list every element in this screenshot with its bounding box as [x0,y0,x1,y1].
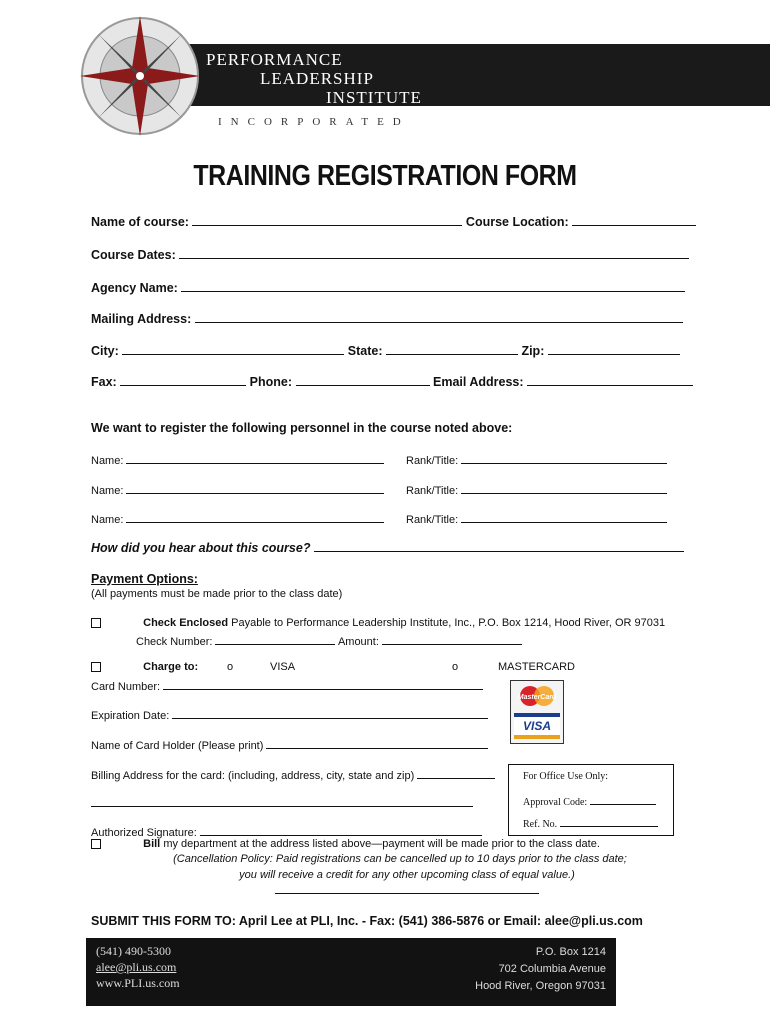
visa-logo: VISA [514,713,560,739]
charge-option-row [91,661,198,673]
charge-to-checkbox[interactable] [91,662,101,672]
email-label: Email Address: [433,375,524,389]
course-location-label: Course Location: [465,215,569,229]
personnel-heading: We want to register the following personnel in the course noted above: [91,421,513,435]
bill-label: Bill [143,838,161,850]
bill-text: my department at the address listed above—payment will be made prior to the class date. [163,838,600,850]
course-dates-label: Course Dates: [91,248,176,262]
ref-no-row [523,817,658,830]
state-field[interactable] [386,342,518,355]
agency-name-field[interactable] [181,279,685,292]
signature-row [91,823,482,839]
personnel-rank-label: Rank/Title: [406,455,459,467]
form-title: TRAINING REGISTRATION FORM [193,160,577,192]
amount-label: Amount: [337,636,379,648]
personnel-rank-label: Rank/Title: [406,514,459,526]
visa-option-label: VISA [270,661,296,673]
personnel-rank-row [406,510,667,526]
submit-instructions: SUBMIT THIS FORM TO: April Lee at PLI, Inc. - Fax: (541) 386-5876 or Email: alee@pli.us.com [91,914,643,928]
card-number-label: Card Number: [91,681,161,693]
state-label: State: [347,344,383,358]
footer-street: 702 Columbia Avenue [498,963,606,975]
personnel-rank-field[interactable] [461,481,667,494]
card-number-row [91,677,483,693]
course-name-row [91,213,696,229]
footer-phone: (541) 490-5300 [96,944,171,958]
bill-option-row [91,838,600,850]
mailing-address-row [91,310,683,326]
fax-phone-email-row [91,373,693,389]
card-number-field[interactable] [163,677,483,690]
footer-po-box: P.O. Box 1214 [535,946,606,958]
mastercard-logo-icon [514,685,560,707]
phone-field[interactable] [296,373,430,386]
divider-line [275,893,539,894]
personnel-rank-row [406,451,667,467]
compass-logo-icon [76,12,204,140]
fax-label: Fax: [91,375,117,389]
footer-email-link[interactable]: alee@pli.us.com [96,960,177,974]
check-number-label: Check Number: [136,636,213,648]
mastercard-radio[interactable]: o [452,661,459,673]
amount-field[interactable] [382,632,522,645]
personnel-rank-field[interactable] [461,510,667,523]
cancellation-line-2: you will receive a credit for any other upcoming class of equal value.) [239,869,575,881]
personnel-name-label: Name: [91,514,124,526]
personnel-row [91,481,384,497]
course-dates-field[interactable] [179,246,689,259]
course-dates-row [91,246,689,262]
fax-field[interactable] [120,373,246,386]
bill-department-checkbox[interactable] [91,839,101,849]
check-number-field[interactable] [215,632,335,645]
visa-radio[interactable]: o [227,661,234,673]
mailing-address-field[interactable] [195,310,683,323]
signature-label: Authorized Signature: [91,827,197,839]
signature-field[interactable] [200,823,482,836]
brand-line-2: LEADERSHIP [260,69,374,88]
course-location-field[interactable] [572,213,696,226]
approval-code-label: Approval Code: [523,797,588,808]
office-use-box [508,764,674,836]
course-name-label: Name of course: [91,215,189,229]
personnel-name-field[interactable] [126,481,384,494]
agency-name-row [91,279,685,295]
mailing-address-label: Mailing Address: [91,312,192,326]
footer-address [475,944,606,995]
expiration-field[interactable] [172,706,488,719]
city-state-zip-row [91,342,680,358]
approval-code-field[interactable] [590,795,656,805]
personnel-rank-field[interactable] [461,451,667,464]
billing-address-row-2 [91,794,473,810]
phone-label: Phone: [249,375,293,389]
cancellation-line-1: (Cancellation Policy: Paid registrations can be cancelled up to 10 days prior to the class date; [173,853,627,865]
email-field[interactable] [527,373,693,386]
check-option-row [91,617,665,629]
hear-about-label: How did you hear about this course? [91,541,311,555]
billing-address-field[interactable] [417,766,495,779]
card-holder-label: Name of Card Holder (Please print) [91,740,264,752]
city-field[interactable] [122,342,344,355]
footer [86,938,616,1006]
billing-address-label: Billing Address for the card: (including, address, city, state and zip) [91,770,415,782]
personnel-row [91,451,384,467]
zip-field[interactable] [548,342,680,355]
check-enclosed-checkbox[interactable] [91,618,101,628]
personnel-rank-row [406,481,667,497]
agency-name-label: Agency Name: [91,281,178,295]
hear-about-row [91,539,684,555]
ref-no-label: Ref. No. [523,819,558,830]
expiration-row [91,706,488,722]
payment-note: (All payments must be made prior to the class date) [91,588,343,600]
ref-no-field[interactable] [560,817,658,827]
brand-line-3: INSTITUTE [326,88,422,107]
personnel-rank-label: Rank/Title: [406,485,459,497]
card-logos [510,680,564,744]
city-label: City: [91,344,119,358]
brand-line-1: PERFORMANCE [206,50,343,69]
personnel-name-field[interactable] [126,510,384,523]
check-enclosed-label: Check Enclosed [143,617,229,629]
personnel-name-field[interactable] [126,451,384,464]
billing-address-row [91,766,495,782]
office-use-title: For Office Use Only: [523,771,609,782]
charge-to-label: Charge to: [143,661,199,673]
course-name-field[interactable] [192,213,462,226]
check-number-row [136,632,522,648]
card-holder-row [91,736,488,752]
footer-contact [96,943,180,991]
mastercard-logo-text: MasterCard [517,694,557,701]
expiration-label: Expiration Date: [91,710,170,722]
card-holder-field[interactable] [266,736,488,749]
zip-label: Zip: [521,344,545,358]
personnel-name-label: Name: [91,485,124,497]
brand-subtitle: INCORPORATED [218,116,410,128]
mastercard-option-label: MASTERCARD [498,661,576,673]
footer-website-link[interactable]: www.PLI.us.com [96,976,180,990]
hear-about-field[interactable] [314,539,684,552]
check-enclosed-text: Payable to Performance Leadership Institute, Inc., P.O. Box 1214, Hood River, OR 97031 [231,617,666,629]
personnel-row [91,510,384,526]
personnel-name-label: Name: [91,455,124,467]
footer-city: Hood River, Oregon 97031 [475,980,606,992]
billing-address-field-2[interactable] [91,794,473,807]
approval-code-row [523,795,656,808]
payment-heading: Payment Options: [91,572,198,586]
